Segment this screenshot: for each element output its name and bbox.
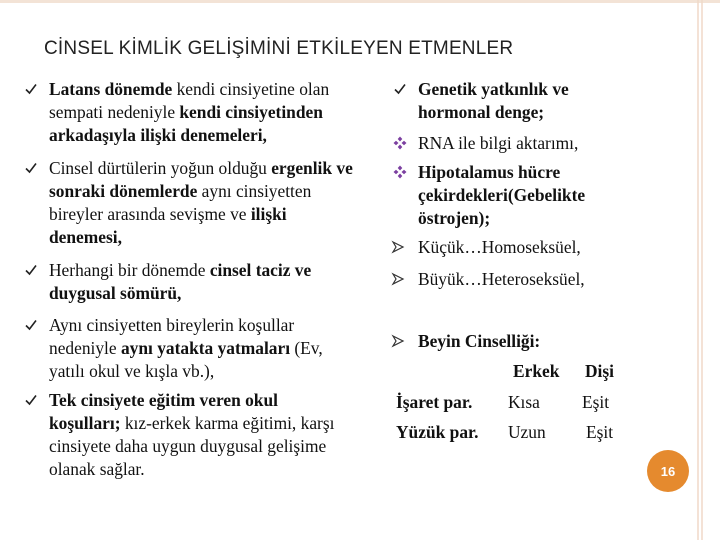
left-item-2-line-3 xyxy=(49,203,287,225)
left-item-5-line-3: cinsiyete daha uygun duygusal gelişime xyxy=(49,436,327,456)
text-bold: cinsel taciz ve xyxy=(209,260,312,280)
table-row-1-label: İşaret par. xyxy=(396,392,473,412)
left-item-4-line-1: Aynı cinsiyetten bireylerin koşullar xyxy=(49,315,295,335)
right-item-1-line-1: Genetik yatkınlık ve xyxy=(418,79,569,99)
text-bold: koşulları; xyxy=(49,413,121,433)
four-diamond-icon xyxy=(393,136,407,150)
left-item-1-line-1 xyxy=(49,78,329,100)
text: Cinsel dürtülerin yoğun olduğu xyxy=(49,158,272,178)
left-item-5-line-1: Tek cinsiyete eğitim veren okul xyxy=(49,390,278,410)
left-item-2-line-4: denemesi, xyxy=(49,227,122,247)
left-item-2-line-1 xyxy=(49,157,353,179)
checkmark-icon xyxy=(24,263,38,277)
right-item-3-line-3: östrojen); xyxy=(418,208,491,228)
left-item-5-line-4: olanak sağlar. xyxy=(49,459,145,479)
top-border-decoration xyxy=(0,0,720,8)
left-item-3-line-1 xyxy=(49,259,311,281)
left-item-4-line-3: yatılı okul ve kışla vb.), xyxy=(49,361,215,381)
text-bold: kendi cinsiyetinden xyxy=(179,102,323,122)
text: nedeniyle xyxy=(49,338,121,358)
text: bireyler arasında sevişme ve xyxy=(49,204,251,224)
right-item-4-line-1: Küçük…Homoseksüel, xyxy=(418,237,581,257)
checkmark-icon xyxy=(24,82,38,96)
arrowhead-icon xyxy=(391,334,405,348)
text-bold: Latans dönemde xyxy=(49,79,173,99)
right-item-5-line-1: Büyük…Heteroseksüel, xyxy=(418,269,585,289)
right-item-2-line-1: RNA ile bilgi aktarımı, xyxy=(418,133,579,153)
table-header-male: Erkek xyxy=(513,361,560,381)
slide-title: CİNSEL KİMLİK GELİŞİMİNİ ETKİLEYEN ETMENLER xyxy=(44,38,514,59)
checkmark-icon xyxy=(24,161,38,175)
table-row-2-female: Eşit xyxy=(586,422,614,442)
text: aynı cinsiyetten xyxy=(197,181,312,201)
table-row-2-label: Yüzük par. xyxy=(396,422,479,442)
table-row-1-female: Eşit xyxy=(582,392,610,412)
text-bold: aynı yatakta yatmaları xyxy=(120,338,291,358)
left-item-3-line-2: duygusal sömürü, xyxy=(49,283,182,303)
text: sempati nedeniyle xyxy=(49,102,180,122)
checkmark-icon xyxy=(393,82,407,96)
text: Herhangi bir dönemde xyxy=(49,260,210,280)
checkmark-icon xyxy=(24,318,38,332)
text: (Ev, xyxy=(290,338,323,358)
left-item-4-line-2 xyxy=(49,337,323,359)
text: kız-erkek karma eğitimi, karşı xyxy=(120,413,335,433)
arrowhead-icon xyxy=(391,240,405,254)
table-row-2-male: Uzun xyxy=(508,422,546,442)
right-border-decoration xyxy=(696,0,706,540)
table-row-1-male: Kısa xyxy=(508,392,540,412)
table-header-female: Dişi xyxy=(585,361,614,381)
left-item-5-line-2 xyxy=(49,412,334,434)
text-bold: sonraki dönemlerde xyxy=(49,181,198,201)
left-item-1-line-3: arkadaşıyla ilişki denemeleri, xyxy=(49,125,267,145)
text-bold: ilişki xyxy=(250,204,287,224)
arrowhead-icon xyxy=(391,272,405,286)
right-item-6-line-1: Beyin Cinselliği: xyxy=(418,331,541,351)
text: kendi cinsiyetine olan xyxy=(172,79,330,99)
text-bold: ergenlik ve xyxy=(271,158,353,178)
page-number-badge: 16 xyxy=(647,450,689,492)
right-item-3-line-1: Hipotalamus hücre xyxy=(418,162,561,182)
left-item-1-line-2 xyxy=(49,101,323,123)
right-item-1-line-2: hormonal denge; xyxy=(418,102,545,122)
left-item-2-line-2 xyxy=(49,180,311,202)
four-diamond-icon xyxy=(393,165,407,179)
right-item-3-line-2: çekirdekleri(Gebelikte xyxy=(418,185,586,205)
checkmark-icon xyxy=(24,393,38,407)
